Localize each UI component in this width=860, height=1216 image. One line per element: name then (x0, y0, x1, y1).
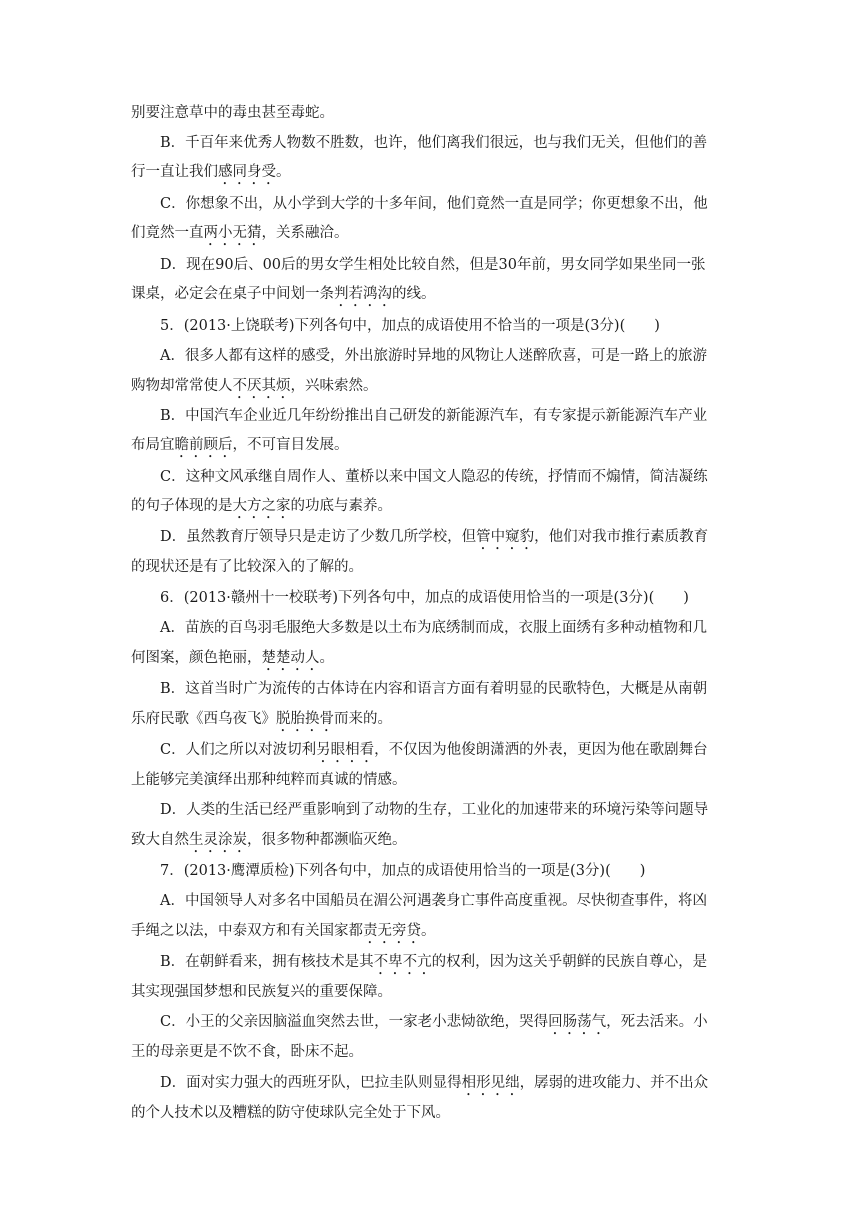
option-c-line: C．你想象不出，从小学到大学的十多年间，他们竟然一直是同学；你更想象不出，他 (160, 196, 708, 212)
line-1: 别要注意草中的毒虫甚至毒蛇。 (131, 105, 334, 121)
emphasized-idiom: 管中窥豹 (476, 529, 535, 545)
option-c-line: C．小王的父亲因脑溢血突然去世，一家老小悲恸欲绝，哭得回肠荡气，死去活来。小 (160, 1014, 708, 1030)
line-continuation: 的现状还是有了比较深入的了解的。 (131, 559, 363, 575)
line-continuation: 布局宜瞻前顾后，不可盲目发展。 (131, 437, 349, 453)
emphasized-idiom: 感同身受 (218, 164, 276, 180)
option-d-line: D．人类的生活已经严重影响到了动物的生存，工业化的加速带来的环境污染等问题导 (160, 802, 709, 818)
option-b-line: B．中国汽车企业近几年纷纷推出自己研发的新能源汽车，有专家提示新能源汽车产业 (160, 408, 708, 424)
option-c-line: C．这种文风承继自周作人、董桥以来中国文人隐忍的传统，抒情而不煽情，简洁凝练 (160, 469, 708, 485)
option-b-line: B．在朝鲜看来，拥有核技术是其不卑不亢的权利，因为这关乎朝鲜的民族自尊心，是 (160, 954, 708, 970)
emphasized-idiom: 另眼相看 (316, 742, 375, 758)
question-7-heading: 7．(2013·鹰潭质检)下列各句中，加点的成语使用恰当的一项是(3分)( ) (160, 863, 646, 879)
line-continuation: 手绳之以法，中泰双方和有关国家都责无旁贷。 (131, 923, 436, 939)
option-d-line: D．面对实力强大的西班牙队，巴拉圭队则显得相形见绌，孱弱的进攻能力、并不出众 (160, 1075, 709, 1091)
emphasized-idiom: 瞻前顾后 (174, 437, 233, 453)
line-continuation: 致大自然生灵涂炭，很多物种都濒临灭绝。 (131, 832, 407, 848)
emphasized-idiom: 大方之家 (232, 498, 291, 514)
emphasized-idiom: 不厌其烦 (232, 378, 291, 394)
option-b-line: B．这首当时广为流传的古体诗在内容和语言方面有着明显的民歌特色，大概是从南朝 (160, 681, 708, 697)
emphasized-idiom: 不卑不亢 (373, 954, 432, 970)
option-a-line: A．中国领导人对多名中国船员在湄公河遇袭身亡事件高度重视。尽快彻查事件，将凶 (160, 893, 707, 909)
emphasized-idiom: 脱胎换骨 (276, 711, 334, 727)
line-continuation: 上能够完美演绎出那种纯粹而真诚的情感。 (131, 772, 407, 788)
option-d-line: D．现在90后、00后的男女学生相处比较自然，但是30年前，男女同学如果坐同一张 (160, 257, 706, 273)
option-a-line: A．很多人都有这样的感受，外出旅游时异地的风物让人迷醉欣喜，可是一路上的旅游 (160, 348, 707, 364)
line-continuation: 的句子体现的是大方之家的功底与素养。 (131, 498, 392, 514)
emphasized-idiom: 生灵涂炭 (189, 832, 247, 848)
option-d-line: D．虽然教育厅领导只是走访了少数几所学校，但管中窥豹，他们对我市推行素质教育 (160, 529, 709, 545)
question-5-heading: 5．(2013·上饶联考)下列各句中，加点的成语使用不恰当的一项是(3分)( ) (160, 318, 660, 334)
emphasized-idiom: 两小无猜 (203, 225, 262, 241)
emphasized-idiom: 楚楚动人 (261, 650, 320, 666)
line-continuation: 课桌，必定会在桌子中间划一条判若鸿沟的线。 (131, 286, 436, 302)
emphasized-idiom: 判若鸿沟 (334, 286, 392, 302)
option-c-line: C．人们之所以对波切利另眼相看，不仅因为他俊朗潇洒的外表，更因为他在歌剧舞台 (160, 742, 708, 758)
line-continuation: 乐府民歌《西乌夜飞》脱胎换骨而来的。 (131, 711, 392, 727)
emphasized-idiom: 回肠荡气 (548, 1014, 607, 1030)
line-continuation: 王的母亲更是不饮不食，卧床不起。 (131, 1044, 363, 1060)
line-continuation: 行一直让我们感同身受。 (131, 164, 291, 180)
emphasized-idiom: 责无旁贷 (363, 923, 421, 939)
option-a-line: A．苗族的百鸟羽毛服绝大多数是以土布为底绣制而成，衣服上面绣有多种动植物和几 (160, 620, 707, 636)
line-continuation: 们竟然一直两小无猜，关系融洽。 (131, 225, 349, 241)
line-continuation: 何图案，颜色艳丽，楚楚动人。 (131, 650, 334, 666)
line-continuation: 购物却常常使人不厌其烦，兴味索然。 (131, 378, 378, 394)
question-6-heading: 6．(2013·赣州十一校联考)下列各句中，加点的成语使用恰当的一项是(3分)( ) (160, 590, 689, 606)
line-continuation: 的个人技术以及糟糕的防守使球队完全处于下风。 (131, 1105, 450, 1121)
option-b-line: B．千百年来优秀人物数不胜数，也许，他们离我们很远，也与我们无关，但他们的善 (160, 135, 708, 151)
emphasized-idiom: 相形见绌 (461, 1075, 520, 1091)
line-continuation: 其实现强国梦想和民族复兴的重要保障。 (131, 984, 392, 1000)
